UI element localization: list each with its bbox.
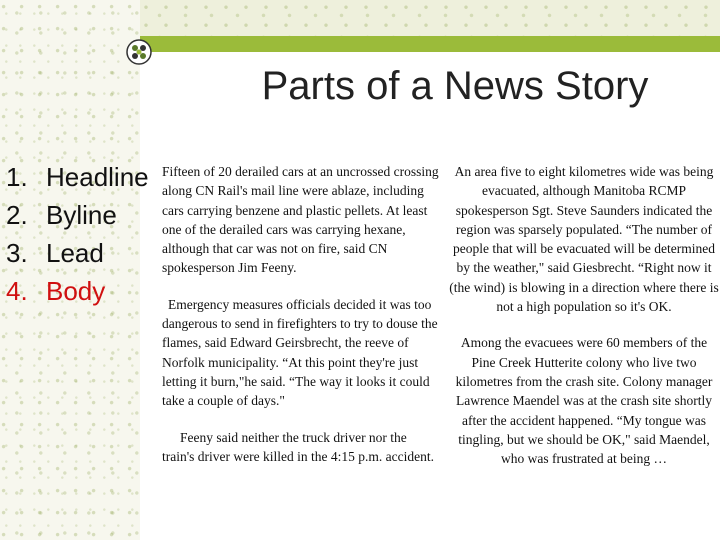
list-item-body [0, 274, 140, 308]
list-number: 1. [6, 162, 28, 192]
paragraph: An area five to eight kilometres wide was being evacuated, although Manitoba RCMP spokesperson Sgt. Steve Saunders indicated the region was sparsely populated. “The number of people that will be evacuated will be determined by the weather," said Giesbrecht. “Right now it (the wind) is blowing in a direction where there is not a high population so it's OK. [449, 164, 719, 315]
article-column-1 [162, 162, 442, 483]
paragraph: Among the evacuees were 60 members of the Pine Creek Hutterite colony who live two kilometres from the crash site. Colony manager Lawrence Maendel was at the crash site shortly after the accident happened. “My tongue was tingling, but we should be OK," said Maendel, who was frustrated at being … [455, 335, 713, 467]
list-number: 3. [6, 238, 28, 268]
list-label: Lead [46, 238, 104, 268]
paragraph: Feeny said neither the truck driver nor the train's driver were killed in the 4:15 p.m. accident. [162, 429, 434, 464]
list-number: 2. [6, 200, 28, 230]
parts-list [0, 160, 149, 312]
list-item-lead [0, 236, 140, 270]
article-column-2 [448, 162, 720, 485]
list-label: Byline [46, 200, 117, 230]
list-label: Headline [46, 162, 149, 192]
paragraph: Fifteen of 20 derailed cars at an uncrossed crossing along CN Rail's mail line were ablaze, including cars carrying benzene and plastic pellets. At least one of the derailed cars was carrying hexane, although that car was not on fire, said CN spokesperson Jim Feeny. [162, 164, 439, 276]
list-number: 4. [6, 276, 28, 306]
list-label: Body [46, 276, 106, 306]
list-item-byline [0, 198, 140, 232]
list-item-headline [0, 160, 149, 194]
green-accent-bar [140, 36, 720, 52]
paragraph: Emergency measures officials decided it was too dangerous to send in firefighters to try to douse the flames, said Edward Geirsbrecht, the reeve of Norfolk municipality. “At this point they're just letting it burn,"he said. “The way it looks it could take a couple of days." [162, 296, 438, 409]
slide-title: Parts of a News Story [261, 64, 649, 108]
